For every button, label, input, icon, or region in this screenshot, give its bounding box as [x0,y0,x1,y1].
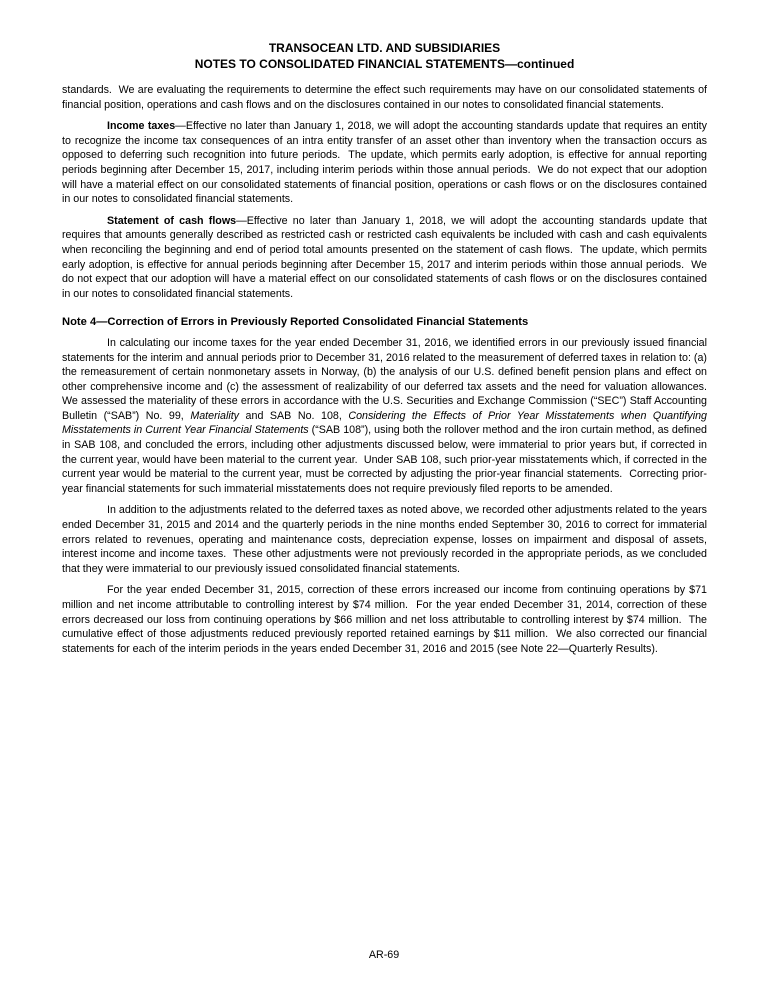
text-run: Note 4—Correction of Errors in Previously Reported Consolidated Financial Statements [62,316,529,329]
text-run: —Effective no later than January 1, 2018, we will adopt the accounting standards update that requires that amounts generally described as restricted cash or restricted cash equivalents be included with cash and cash equivalents when reconciling the beginning and end of period total amounts presented on the statement of cash flows. The update, which permits early adoption, is effective for annual periods beginning after December 15, 2017 and interim periods within those annual periods. We do not expect that our adoption will have a material effect on our consolidated statements of cash flows or on the disclosures contained in our notes to consolidated financial statements. [62,214,710,300]
page-number: AR-69 [368,949,400,961]
paragraph [62,336,713,497]
text-run: (“SAB 108”), using both the rollover method and the iron curtain method, as defined in SAB 108, and concluded the errors, including other adjustments discussed below, were immaterial to prior years but, if corrected in the current year, would have been material to the current year. Under SAB 108, such prior-year misstatements which, if corrected in the current year would be material to the current year, must be corrected by adjusting the prior-year financial statements. Correcting prior-year financial statements for such immaterial misstatements does not require previously filed reports to be amended. [62,424,710,495]
text-run: In calculating our income taxes for the year ended December 31, 2016, we identified errors in our previously issued financial statements for the interim and annual periods prior to December 31, 2016 related to the measurement of deferred taxes in relation to: (a) the remeasurement of certain nonmonetary assets in Norway, (b) the analysis of our U.S. defined benefit pension plans and effect on other comprehensive income and (c) the assessment of realizability of our deferred tax assets and the need for valuation allowances. We assessed the materiality of these errors in accordance with the U.S. Securities and Exchange Commission (“SEC”) Staff Accounting Bulletin (“SAB”) No. 99, [62,336,713,422]
text-run: Materiality [190,409,240,422]
paragraph [62,83,710,112]
text-run: and SAB No. 108, [239,409,349,422]
paragraph [62,119,710,207]
text-run: Statement of cash flows [107,214,237,227]
text-run: —Effective no later than January 1, 2018, we will adopt the accounting standards update that requires an entity to recognize the income tax consequences of an intra entity transfer of an asset other than inventory when the transaction occurs as opposed to deferring such recognition into future periods. The update, which permits early adoption, is effective for annual reporting periods beginning after December 15, 2017, including interim periods within those annual periods. We do not expect that our adoption will have a material effect on our consolidated statements of financial position, operations or cash flows or on the disclosures contained in our notes to consolidated financial statements. [62,120,710,206]
paragraph [62,214,710,302]
company-title: TRANSOCEAN LTD. AND SUBSIDIARIES [268,41,501,55]
document-body [62,83,713,656]
paragraph [62,503,710,576]
section-heading [62,315,707,330]
notes-subtitle: NOTES TO CONSOLIDATED FINANCIAL STATEMENTS—continued [194,56,575,71]
page-footer [0,948,768,962]
paragraph [62,583,710,656]
document-header [62,41,707,72]
text-run: In addition to the adjustments related to the deferred taxes as noted above, we recorded other adjustments related to the years ended December 31, 2015 and 2014 and the quarterly periods in the nine months ended September 30, 2016 to correct for immaterial errors related to revenues, operating and maintenance costs, depreciation expense, losses on impairment and disposal of assets, interest income and income taxes. These other adjustments were not previously recorded in the appropriate periods, as we concluded that they were immaterial to our previously issued consolidated financial statements. [62,504,710,575]
text-run: standards. We are evaluating the requirements to determine the effect such requirements may have on our consolidated statements of financial position, operations and cash flows and on the disclosures contained in our notes to consolidated financial statements. [62,84,710,111]
text-run: For the year ended December 31, 2015, correction of these errors increased our income from continuing operations by $71 million and net income attributable to controlling interest by $74 million. For the year ended December 31, 2014, correction of these errors decreased our loss from continuing operations by $66 million and net loss attributable to controlling interest by $74 million. The cumulative effect of those adjustments reduced previously reported retained earnings by $11 million. We also corrected our financial statements for each of the interim periods in the years ended December 31, 2016 and 2015 (see Note 22—Quarterly Results). [62,584,710,655]
text-run: Income taxes [107,120,176,133]
text-run: Considering the Effects of Prior Year Misstatements when Quantifying Misstatements in Current Year Financial Statements [62,409,710,437]
